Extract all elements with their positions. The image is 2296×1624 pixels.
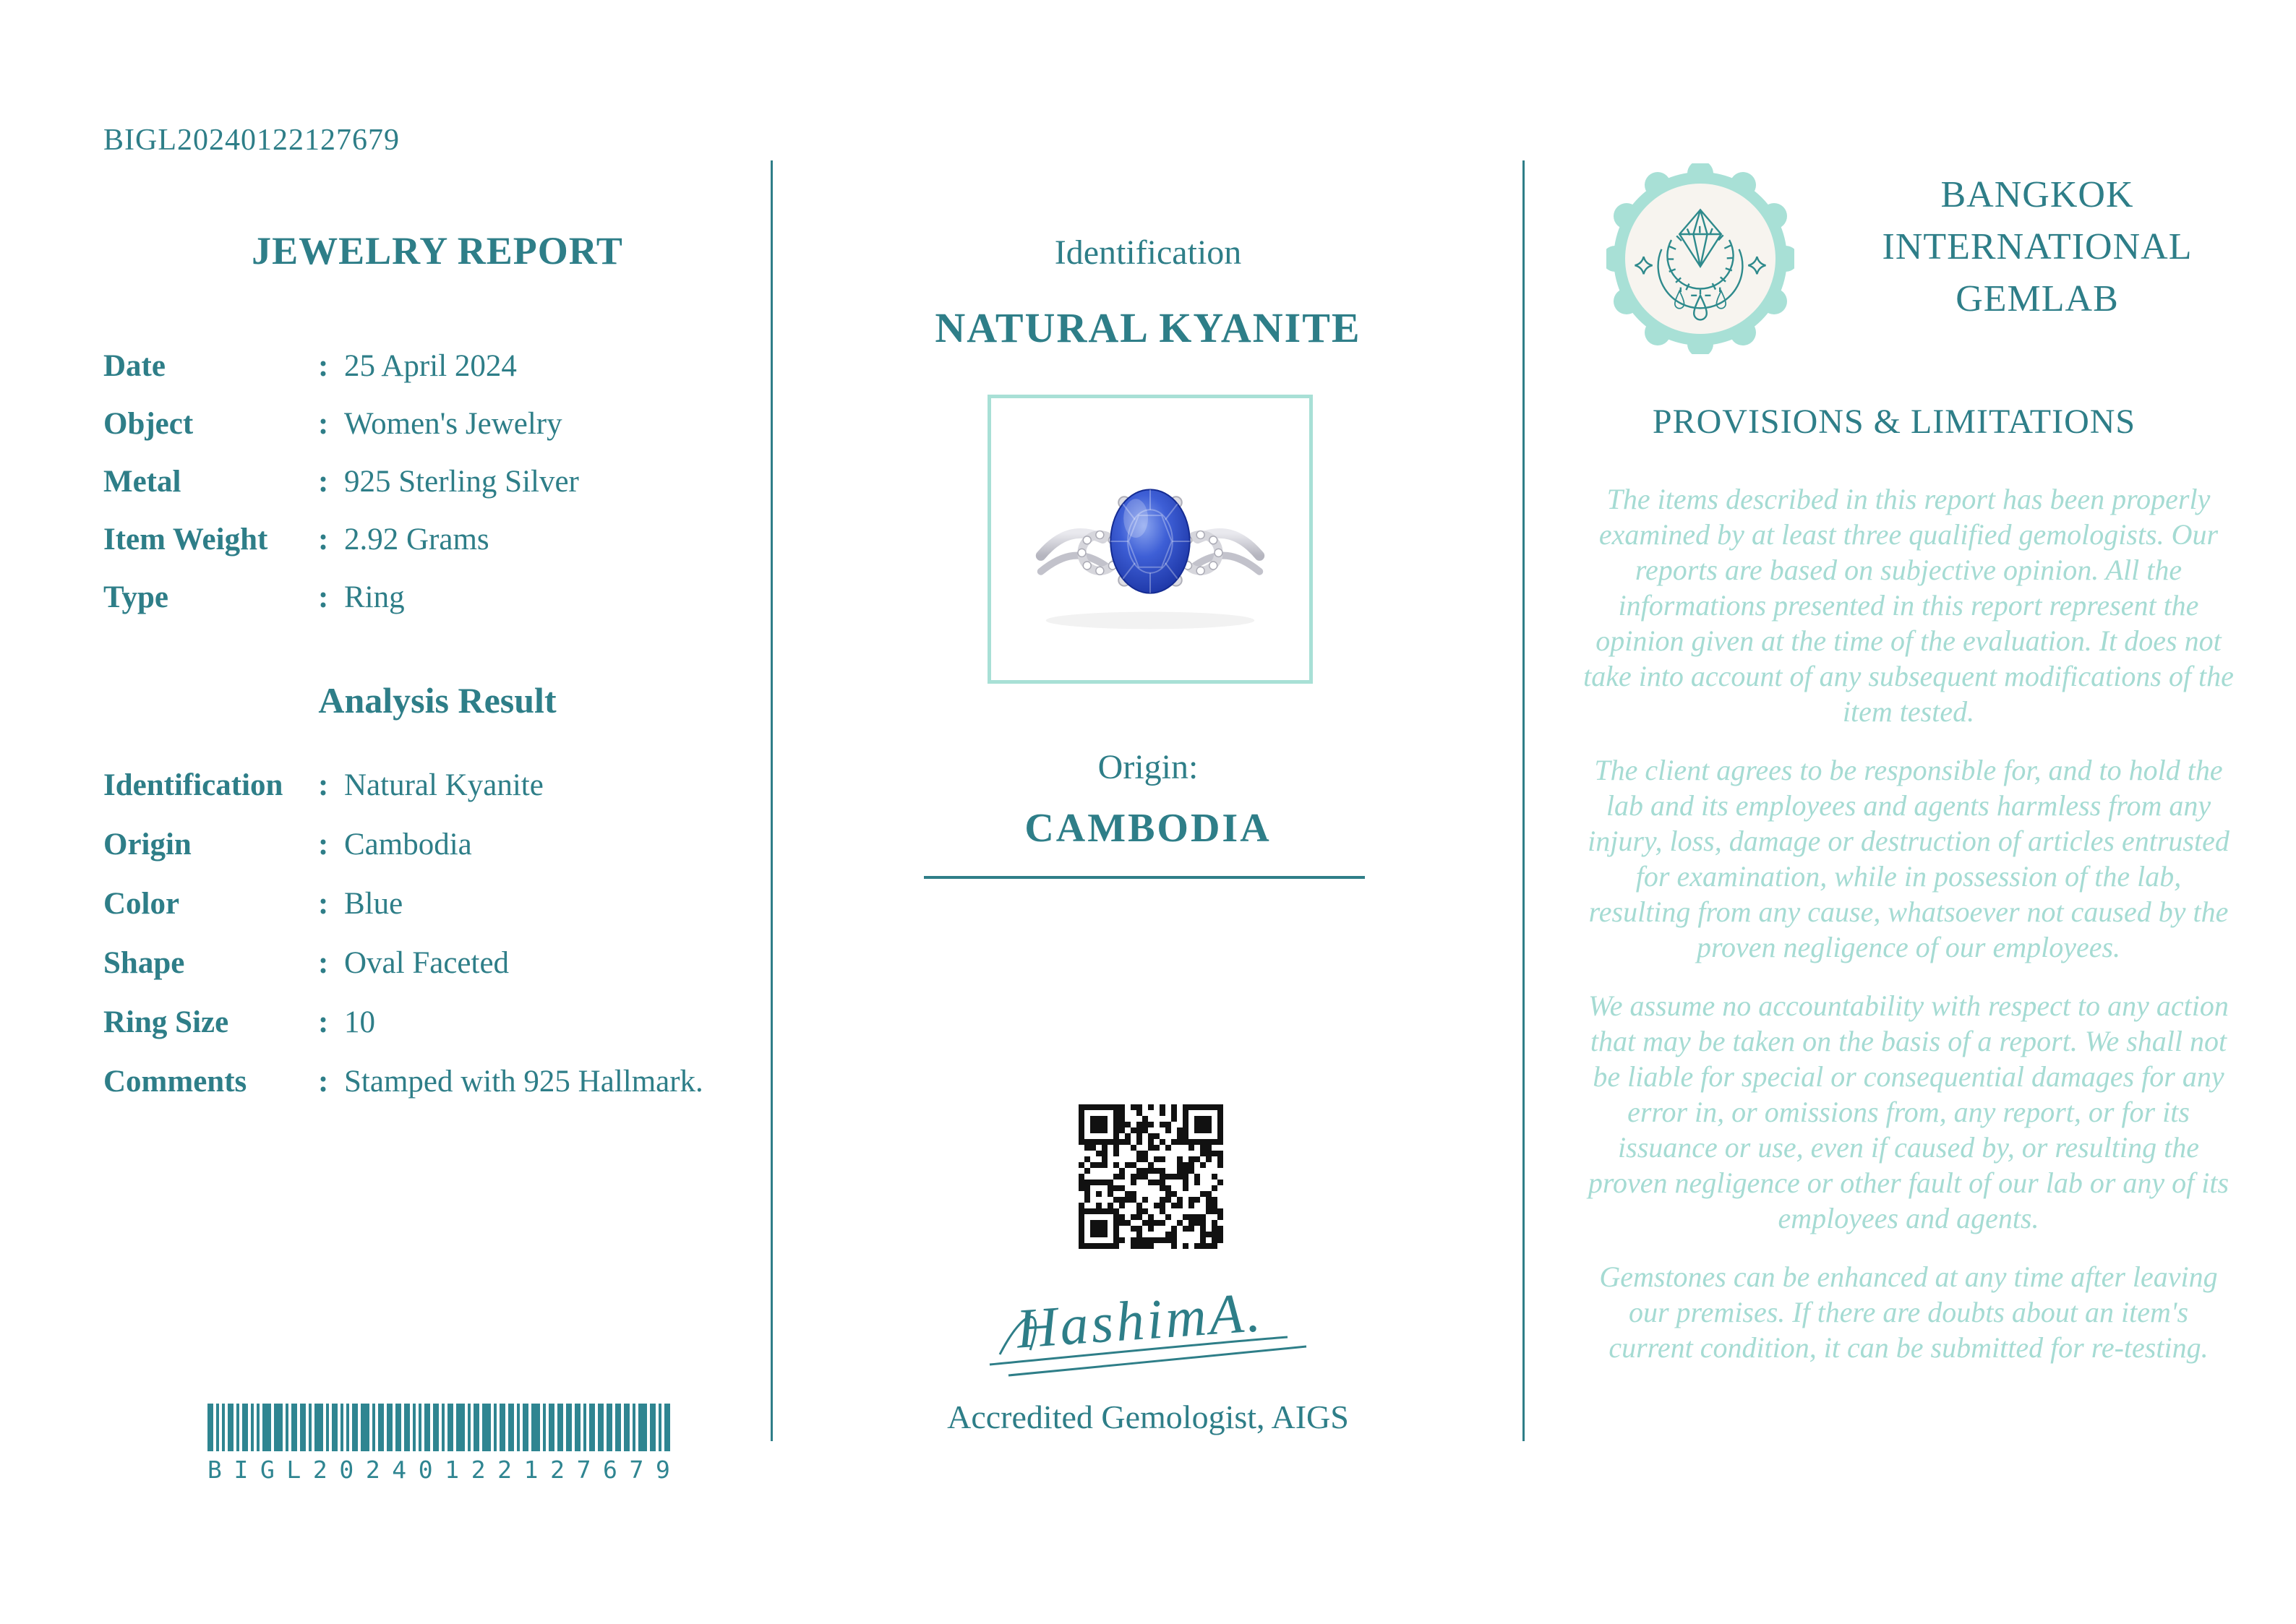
row-label: Origin — [103, 828, 192, 862]
barcode-bars — [207, 1404, 670, 1451]
barcode-bar — [404, 1404, 410, 1451]
barcode-bar — [332, 1404, 338, 1451]
barcode-char: 1 — [445, 1456, 460, 1484]
row-separator: : — [318, 768, 329, 802]
row-value: 10 — [344, 1005, 375, 1039]
barcode-bar — [575, 1404, 581, 1451]
barcode-char: 2 — [550, 1456, 565, 1484]
barcode-text — [207, 1456, 670, 1484]
barcode-bar — [523, 1404, 528, 1451]
lab-name — [1820, 169, 2254, 325]
barcode-bar — [531, 1404, 540, 1451]
barcode-bar — [650, 1404, 656, 1451]
barcode-char: 0 — [339, 1456, 354, 1484]
row-label: Color — [103, 887, 180, 921]
barcode-bar — [474, 1404, 479, 1451]
row-label: Type — [103, 580, 168, 614]
ring-image — [991, 399, 1309, 679]
table-row — [103, 945, 776, 1005]
barcode — [207, 1404, 670, 1484]
barcode-bar — [624, 1404, 630, 1451]
row-value: Ring — [344, 580, 405, 614]
barcode-bar — [566, 1404, 572, 1451]
barcode-char: I — [234, 1456, 249, 1484]
barcode-bar — [598, 1404, 604, 1451]
barcode-char: 9 — [655, 1456, 670, 1484]
table-row — [103, 580, 768, 637]
row-value: Stamped with 925 Hallmark. — [344, 1065, 703, 1099]
barcode-char: 2 — [365, 1456, 380, 1484]
barcode-char: 1 — [523, 1456, 539, 1484]
row-separator: : — [318, 580, 329, 614]
row-label: Metal — [103, 465, 181, 499]
table-row — [103, 1064, 776, 1123]
barcode-bar — [482, 1404, 491, 1451]
barcode-char: G — [260, 1456, 275, 1484]
analysis-table — [103, 768, 776, 1123]
barcode-bar — [456, 1404, 465, 1451]
row-label: Item Weight — [103, 523, 268, 557]
divider-right — [1522, 160, 1525, 1441]
row-label: Date — [103, 349, 166, 383]
row-label: Ring Size — [103, 1005, 229, 1039]
barcode-bar — [300, 1404, 306, 1451]
table-row — [103, 522, 768, 580]
provisions-paragraph: The items described in this report has been properly examined by at least three qualified gemologists. Our reports are based on subjective opinion. All the informations presented in this report represent the opinion given at the time of the evaluation. It does not take into account of any subsequent modifications of the item tested. — [1583, 483, 2234, 728]
row-value: Oval Faceted — [344, 946, 510, 980]
row-separator: : — [318, 1065, 329, 1099]
row-label: Shape — [103, 946, 185, 980]
table-row — [103, 886, 776, 945]
barcode-bar — [314, 1404, 323, 1451]
barcode-bar — [424, 1404, 430, 1451]
barcode-bar — [228, 1404, 234, 1451]
barcode-bar — [395, 1404, 401, 1451]
lab-name-line: BANGKOK — [1940, 174, 2134, 215]
barcode-char: 4 — [392, 1456, 407, 1484]
table-row — [103, 827, 776, 886]
row-value: 25 April 2024 — [344, 349, 517, 383]
barcode-bar — [447, 1404, 453, 1451]
provisions-paragraphs — [1583, 481, 2234, 1388]
barcode-bar — [549, 1404, 554, 1451]
barcode-bar — [557, 1404, 563, 1451]
row-separator: : — [318, 407, 329, 441]
row-separator: : — [318, 465, 329, 499]
analysis-heading: Analysis Result — [318, 680, 557, 721]
barcode-bar — [433, 1404, 439, 1451]
barcode-char: B — [207, 1456, 222, 1484]
table-row — [103, 406, 768, 464]
signatory-title: Accredited Gemologist, AIGS — [947, 1399, 1349, 1435]
table-row — [103, 1005, 776, 1064]
lab-logo — [1606, 163, 1794, 354]
row-value: Blue — [344, 887, 403, 921]
barcode-bar — [361, 1404, 369, 1451]
row-value: Natural Kyanite — [344, 768, 544, 802]
row-separator: : — [318, 349, 329, 383]
barcode-char: 2 — [471, 1456, 486, 1484]
origin-underline — [924, 876, 1365, 879]
barcode-bar — [615, 1404, 621, 1451]
divider-left — [771, 160, 773, 1441]
origin-value: CAMBODIA — [1024, 806, 1272, 851]
row-label: Object — [103, 407, 194, 441]
barcode-bar — [664, 1404, 670, 1451]
barcode-bar — [508, 1404, 514, 1451]
row-separator: : — [318, 946, 329, 980]
gemologist-signature — [980, 1269, 1319, 1396]
barcode-char: 0 — [418, 1456, 433, 1484]
barcode-bar — [638, 1404, 647, 1451]
barcode-bar — [352, 1404, 358, 1451]
barcode-bar — [291, 1404, 297, 1451]
barcode-bar — [589, 1404, 595, 1451]
provisions-paragraph: We assume no accountability with respect to any action that may be taken on the basis of a report. We shall not be liable for special or consequential damages for any error in, or omissions from, any report, or for its issuance or use, even if caused by, or resulting the proven negligence or other fault of our lab or any of its employees and agents. — [1588, 989, 2229, 1234]
ring-photo — [988, 395, 1313, 684]
barcode-bar — [500, 1404, 505, 1451]
row-label: Identification — [103, 768, 283, 802]
row-separator: : — [318, 523, 329, 557]
lab-name-line: GEMLAB — [1956, 278, 2119, 319]
row-value: 925 Sterling Silver — [344, 465, 579, 499]
stone-name: NATURAL KYANITE — [935, 304, 1361, 351]
row-value: Women's Jewelry — [344, 407, 562, 441]
lab-name-line: INTERNATIONAL — [1882, 226, 2193, 267]
barcode-char: 7 — [629, 1456, 644, 1484]
table-row — [103, 464, 768, 522]
report-number: BIGL20240122127679 — [103, 124, 400, 157]
provisions-paragraph: Gemstones can be enhanced at any time after leaving our premises. If there are doubts about an item's current condition, it can be submitted for re-testing. — [1599, 1260, 2218, 1364]
barcode-char: L — [286, 1456, 301, 1484]
report-title: JEWELRY REPORT — [252, 229, 623, 272]
barcode-bar — [387, 1404, 393, 1451]
row-separator: : — [318, 1005, 329, 1039]
barcode-bar — [607, 1404, 612, 1451]
table-row — [103, 348, 768, 406]
row-label: Comments — [103, 1065, 247, 1099]
barcode-char: 2 — [312, 1456, 327, 1484]
barcode-char: 7 — [576, 1456, 591, 1484]
barcode-bar — [242, 1404, 248, 1451]
origin-label: Origin: — [1097, 748, 1199, 786]
provisions-paragraph: The client agrees to be responsible for, and to hold the lab and its employees and agents harmless from any injury, loss, damage or destruction of articles entrusted for examination, while in possession of the lab, resulting from any cause, whatsoever not caused by the proven negligence of our employees. — [1588, 754, 2229, 963]
identification-heading: Identification — [1054, 233, 1242, 272]
details-table — [103, 348, 768, 637]
barcode-bar — [378, 1404, 384, 1451]
barcode-char: 2 — [497, 1456, 513, 1484]
barcode-char: 6 — [603, 1456, 617, 1484]
signature-name: HashimA. — [1014, 1280, 1266, 1360]
row-separator: : — [318, 828, 329, 862]
provisions-heading: PROVISIONS & LIMITATIONS — [1652, 403, 2136, 441]
barcode-bar — [262, 1404, 271, 1451]
barcode-bar — [274, 1404, 283, 1451]
row-value: 2.92 Grams — [344, 523, 489, 557]
qr-code — [1079, 1104, 1223, 1249]
table-row — [103, 768, 776, 827]
barcode-bar — [207, 1404, 213, 1451]
row-separator: : — [318, 887, 329, 921]
row-value: Cambodia — [344, 828, 472, 862]
